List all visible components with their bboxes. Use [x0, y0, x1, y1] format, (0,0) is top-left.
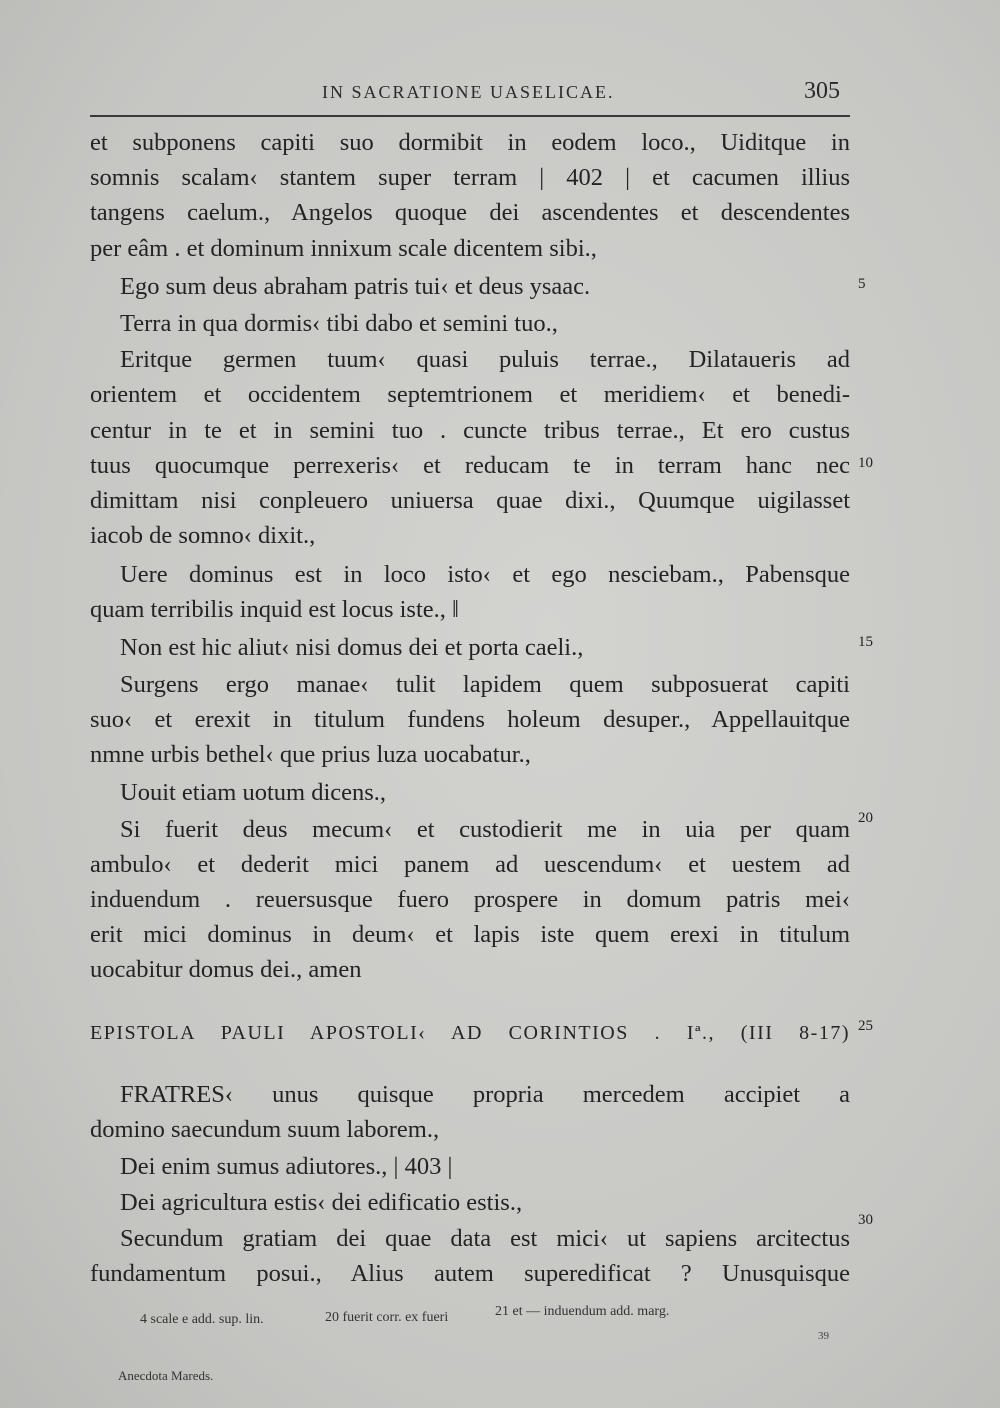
text-line: fundamentum posui., Alius autem superedificat ? Unusquisque	[90, 1260, 850, 1287]
line-number: 30	[858, 1212, 873, 1228]
text-line: domino saecundum suum laborem.,	[90, 1116, 440, 1143]
signature-label: Anecdota Mareds.	[118, 1368, 214, 1383]
text-line: ambulo‹ et dederit mici panem ad uescendum‹ et uestem ad	[90, 851, 850, 878]
signature-number: 39	[818, 1330, 829, 1342]
running-header	[90, 78, 850, 118]
text-line: et subponens capiti suo dormibit in eodem loco., Uiditque in	[90, 129, 850, 156]
header-rule	[90, 115, 850, 117]
text-line: Uouit etiam uotum dicens.,	[120, 779, 387, 806]
line-number: 5	[858, 276, 866, 292]
text-line: Surgens ergo manae‹ tulit lapidem quem subposuerat capiti	[120, 671, 850, 698]
page-number: 305	[804, 78, 840, 104]
text-line: centur in te et in semini tuo . cuncte tribus terrae., Et ero custus	[90, 417, 850, 444]
line-number: 25	[858, 1018, 873, 1034]
text-line: tuus quocumque perrexeris‹ et reducam te in terram hanc nec	[90, 452, 850, 479]
text-line: somnis scalam‹ stantem super terram | 402 | et cacumen illius	[90, 164, 850, 191]
running-title: IN SACRATIONE UASELICAE.	[322, 82, 615, 102]
text-line: Uere dominus est in loco isto‹ et ego nesciebam., Pabensque	[120, 561, 850, 588]
text-line: nmne urbis bethel‹ que prius luza uocabatur.,	[90, 741, 531, 768]
footnotes	[140, 1300, 760, 1327]
text-line: dimittam nisi conpleuero uniuersa quae dixi., Quumque uigilasset	[90, 487, 850, 514]
text-line: orientem et occidentem septemtrionem et meridiem‹ et benedi-	[90, 381, 850, 408]
footnote: 4 scale e add. sup. lin.	[140, 1312, 264, 1327]
footnote: 21 et — induendum add. marg.	[495, 1304, 670, 1319]
text-line: suo‹ et erexit in titulum fundens holeum desuper., Appellauitque	[90, 706, 850, 733]
text-line: per eâm . et dominum innixum scale dicentem sibi.,	[90, 235, 597, 262]
text-line: erit mici dominus in deum‹ et lapis iste quem erexi in titulum	[90, 921, 850, 948]
text-line: Dei enim sumus adiutores., | 403 |	[120, 1153, 453, 1180]
text-line: Ego sum deus abraham patris tui‹ et deus ysaac.	[120, 273, 591, 300]
text-line: FRATRES‹ unus quisque propria mercedem accipiet a	[120, 1081, 850, 1108]
text-line: iacob de somno‹ dixit.,	[90, 522, 316, 549]
text-line: Secundum gratiam dei quae data est mici‹ ut sapiens arcitectus	[120, 1225, 850, 1252]
text-line: tangens caelum., Angelos quoque dei ascendentes et descendentes	[90, 199, 850, 226]
line-number: 10	[858, 455, 873, 471]
text-line: uocabitur domus dei., amen	[90, 956, 362, 983]
line-number: 20	[858, 810, 873, 826]
text-line: induendum . reuersusque fuero prospere in domum patris mei‹	[90, 886, 850, 913]
text-line: quam terribilis inquid est locus iste., ‖	[90, 596, 459, 623]
section-heading: EPISTOLA PAULI APOSTOLI‹ AD CORINTIOS . Iª., (III 8-17)	[90, 1022, 850, 1044]
footnote: 20 fuerit corr. ex fueri	[325, 1310, 449, 1325]
line-number: 15	[858, 634, 873, 650]
text-line: Dei agricultura estis‹ dei edificatio estis.,	[120, 1189, 523, 1216]
text-line: Non est hic aliut‹ nisi domus dei et porta caeli.,	[120, 634, 584, 661]
text-line: Si fuerit deus mecum‹ et custodierit me in uia per quam	[120, 816, 850, 843]
text-line: Terra in qua dormis‹ tibi dabo et semini tuo.,	[120, 310, 558, 337]
text-line: Eritque germen tuum‹ quasi puluis terrae., Dilataueris ad	[120, 346, 850, 373]
